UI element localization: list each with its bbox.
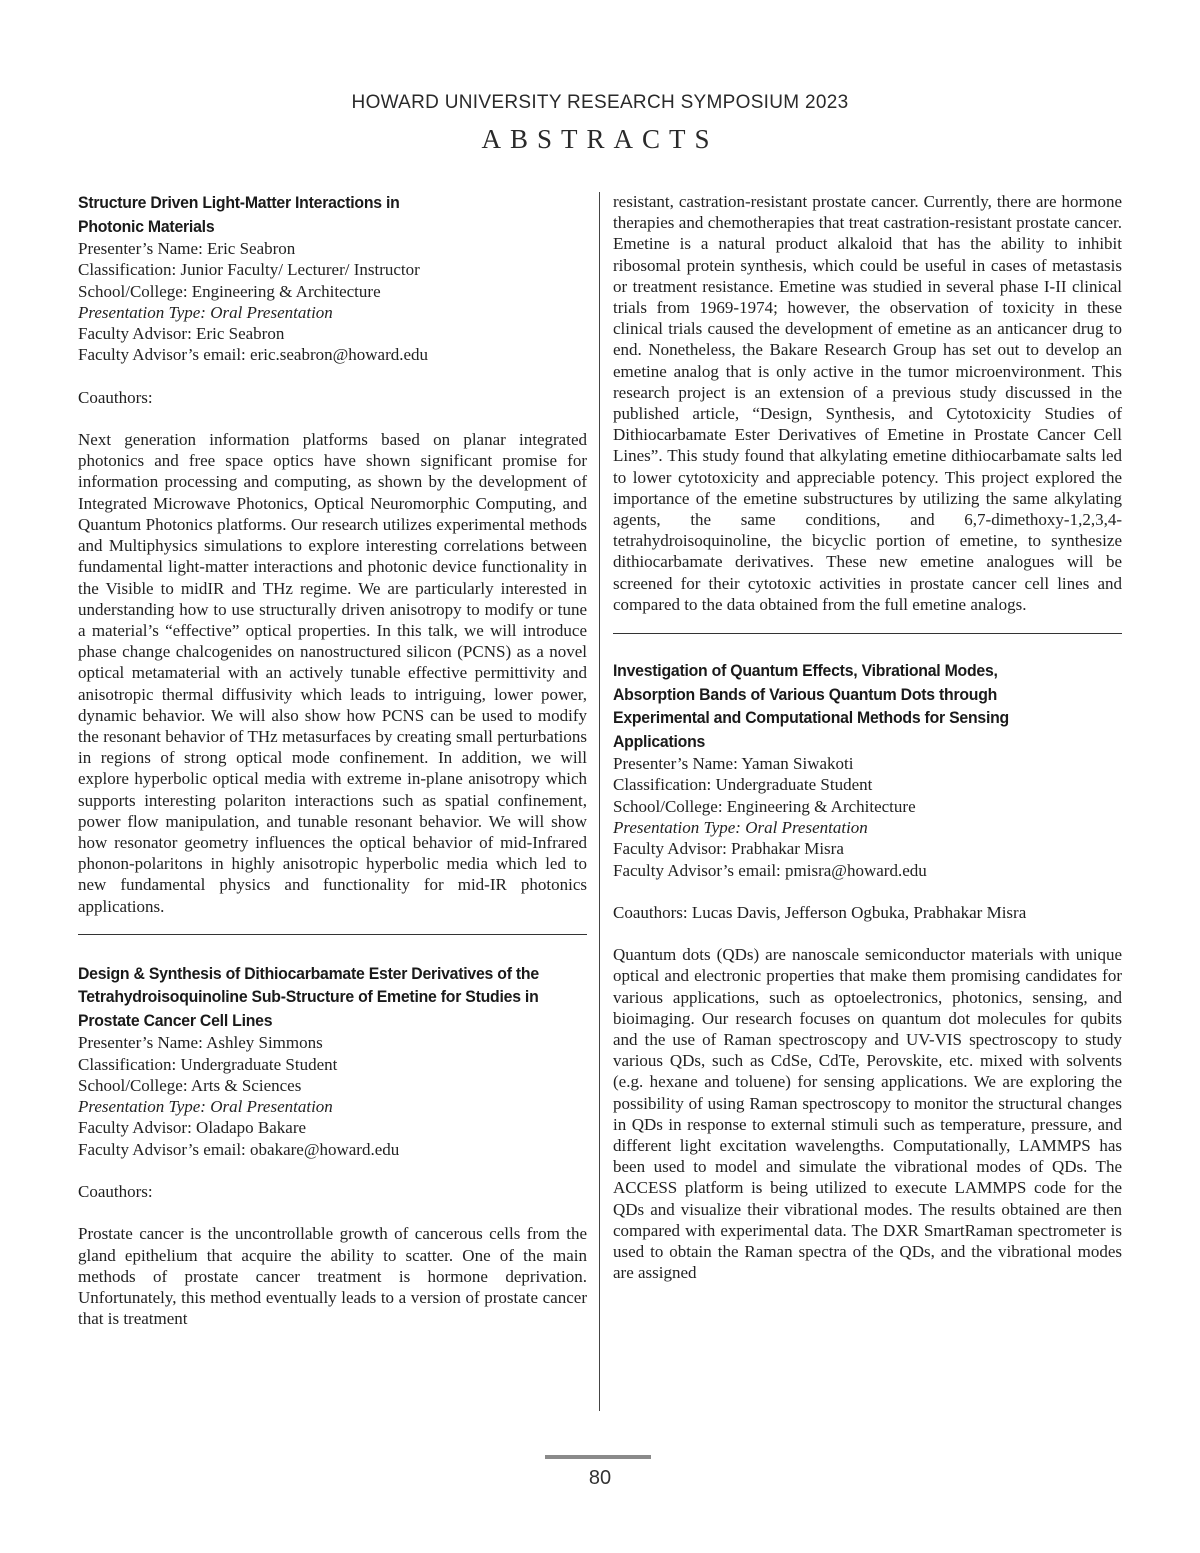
faculty-advisor: Faculty Advisor: Eric Seabron xyxy=(78,324,285,344)
left-column xyxy=(78,191,587,1329)
faculty-advisor-email: Faculty Advisor’s email: pmisra@howard.edu xyxy=(613,860,927,880)
abstract-body-part2: resistant, castration-resistant prostate cancer. Currently, there are hormone therapies and chemotherapies that treat castration-resistant prostate cancer. Emetine is a natural product alkaloid that has the ability to inhibit ribosomal protein synthesis, which could be useful in cases of metastasis or treatment resistance. Emetine was studied in several phase I-II clinical trials from 1969-1974; however, the observation of toxicity in these clinical trials caused the development of emetine as an anticancer drug to end. Nonetheless, the Bakare Research Group has set out to develop an emetine analog that is only active in the tumor microenvironment. This research project is an extension of a previous study discussed in the published article, “Design, Synthesis, and Cytotoxicity Studies of Dithiocarbamate Ester Derivatives of Emetine in Prostate Cancer Cell Lines”. This study found that alkylating emetine dithiocarbamate salts led to lower cytotoxicity and appreciable potency. This project explored the importance of the emetine substructures by utilizing the same alkylating agents, the same conditions, and 6,7-dimethoxy-1,2,3,4-tetrahydroisoquinoline, the bicyclic portion of emetine, to synthesize dithiocarbamate derivatives. These new emetine analogues will be screened for their cytotoxic activities in prostate cancer cell lines and compared to the data obtained from the full emetine analogs. xyxy=(613,192,1122,614)
column-divider xyxy=(599,192,600,1411)
section-divider xyxy=(78,934,587,935)
classification: Classification: Junior Faculty/ Lecturer/ Instructor xyxy=(78,260,420,280)
abstract-meta xyxy=(78,1032,587,1160)
presentation-type: Presentation Type: Oral Presentation xyxy=(78,1097,333,1117)
coauthors: Coauthors: Lucas Davis, Jefferson Ogbuka, Prabhakar Misra xyxy=(613,902,1027,922)
presenter-name: Presenter’s Name: Ashley Simmons xyxy=(78,1033,323,1053)
page-number-rule xyxy=(545,1455,651,1459)
classification: Classification: Undergraduate Student xyxy=(78,1054,338,1074)
abstract-body: Quantum dots (QDs) are nanoscale semiconductor materials with unique optical and electronic properties that make them promising candidates for various applications, such as optoelectronics, photonics, sensing, and bioimaging. Our research focuses on quantum dot molecules for qubits and the use of Raman spectroscopy and UV-VIS spectroscopy to study various QDs, such as CdSe, CdTe, Perovskite, etc. mixed with solvents (e.g. hexane and toluene) for sensing applications. We are exploring the possibility of using Raman spectroscopy to monitor the structural changes in QDs in response to external stimuli such as temperature, pressure, and different light excitation wavelengths. Computationally, LAMMPS has been used to model and simulate the vibrational modes of QDs. The ACCESS platform is being utilized to execute LAMMPS code for the QDs and visualize their vibrational modes. The results obtained are then compared with experimental data. The DXR SmartRaman spectrometer is used to obtain the Raman spectra of the QDs, and the vibrational modes are assigned xyxy=(613,945,1122,1283)
school-college: School/College: Engineering & Architecture xyxy=(78,281,381,301)
symposium-header: HOWARD UNIVERSITY RESEARCH SYMPOSIUM 2023 xyxy=(351,92,849,113)
abstract-3 xyxy=(613,659,1122,1283)
coauthors: Coauthors: xyxy=(78,387,153,407)
presentation-type: Presentation Type: Oral Presentation xyxy=(78,302,333,322)
classification: Classification: Undergraduate Student xyxy=(613,775,873,795)
abstract-title: Investigation of Quantum Effects, Vibrational Modes, Absorption Bands of Various Quantum Dots through Experimental and Computational Methods for Sensing Applications xyxy=(613,661,1009,751)
abstract-2 xyxy=(78,962,587,1330)
coauthors: Coauthors: xyxy=(78,1182,153,1202)
abstract-title: Design & Synthesis of Dithiocarbamate Ester Derivatives of the Tetrahydroisoquinoline Sub-Structure of Emetine for Studies in Prostate Cancer Cell Lines xyxy=(78,963,539,1030)
faculty-advisor: Faculty Advisor: Oladapo Bakare xyxy=(78,1118,307,1138)
faculty-advisor-email: Faculty Advisor’s email: obakare@howard.edu xyxy=(78,1139,400,1159)
presentation-type: Presentation Type: Oral Presentation xyxy=(613,817,868,837)
abstract-body-part1: Prostate cancer is the uncontrollable growth of cancerous cells from the gland epithelium that acquire the ability to scatter. One of the main methods of prostate cancer treatment is hormone deprivation. Unfortunately, this method eventually leads to a version of prostate cancer that is treatment xyxy=(78,1224,587,1329)
right-column xyxy=(613,191,1122,1283)
abstract-meta xyxy=(78,238,587,366)
school-college: School/College: Arts & Sciences xyxy=(78,1075,302,1095)
abstract-1 xyxy=(78,191,587,917)
section-divider xyxy=(613,633,1122,634)
section-title: ABSTRACTS xyxy=(481,124,719,154)
faculty-advisor-email: Faculty Advisor’s email: eric.seabron@howard.edu xyxy=(78,345,429,365)
abstract-title: Structure Driven Light-Matter Interactions in Photonic Materials xyxy=(78,193,400,236)
abstract-body: Next generation information platforms based on planar integrated photonics and free space optics have shown significant promise for information processing and computing, as shown by the development of Integrated Microwave Photonics, Optical Neuromorphic Computing, and Quantum Photonics platforms. Our research utilizes experimental methods and Multiphysics simulations to explore interesting correlations between fundamental light-matter interactions and photonic device functionality in the Visible to midIR and THz regime. We are particularly interested in understanding how to use structurally driven anisotropy to modify or tune a material’s “effective” optical properties. In this talk, we will introduce phase change chalcogenides on nanostructured silicon (PCNS) as a novel optical metamaterial with an actively tunable effective permittivity and anisotropic thermal diffusivity which leads to intriguing, lower power, dynamic behavior. We will also show how PCNS can be used to modify the resonant behavior of THz metasurfaces by creating small perturbations in regions of strong optical mode confinement. In addition, we will explore hyperbolic optical media with extreme in-plane anisotropy which supports interesting polariton interactions such as spatial confinement, power flow manipulation, and tunable resonant behavior. We will show how resonator geometry influences the optical behavior of mid-Infrared phonon-polaritons in highly anisotropic hyperbolic media which led to new fundamental physics and functionality for mid-IR photonics applications. xyxy=(78,430,587,916)
presenter-name: Presenter’s Name: Yaman Siwakoti xyxy=(613,754,854,774)
school-college: School/College: Engineering & Architecture xyxy=(613,796,916,816)
faculty-advisor: Faculty Advisor: Prabhakar Misra xyxy=(613,839,844,859)
page-number: 80 xyxy=(588,1467,612,1489)
presenter-name: Presenter’s Name: Eric Seabron xyxy=(78,239,296,258)
abstract-meta xyxy=(613,753,1122,881)
